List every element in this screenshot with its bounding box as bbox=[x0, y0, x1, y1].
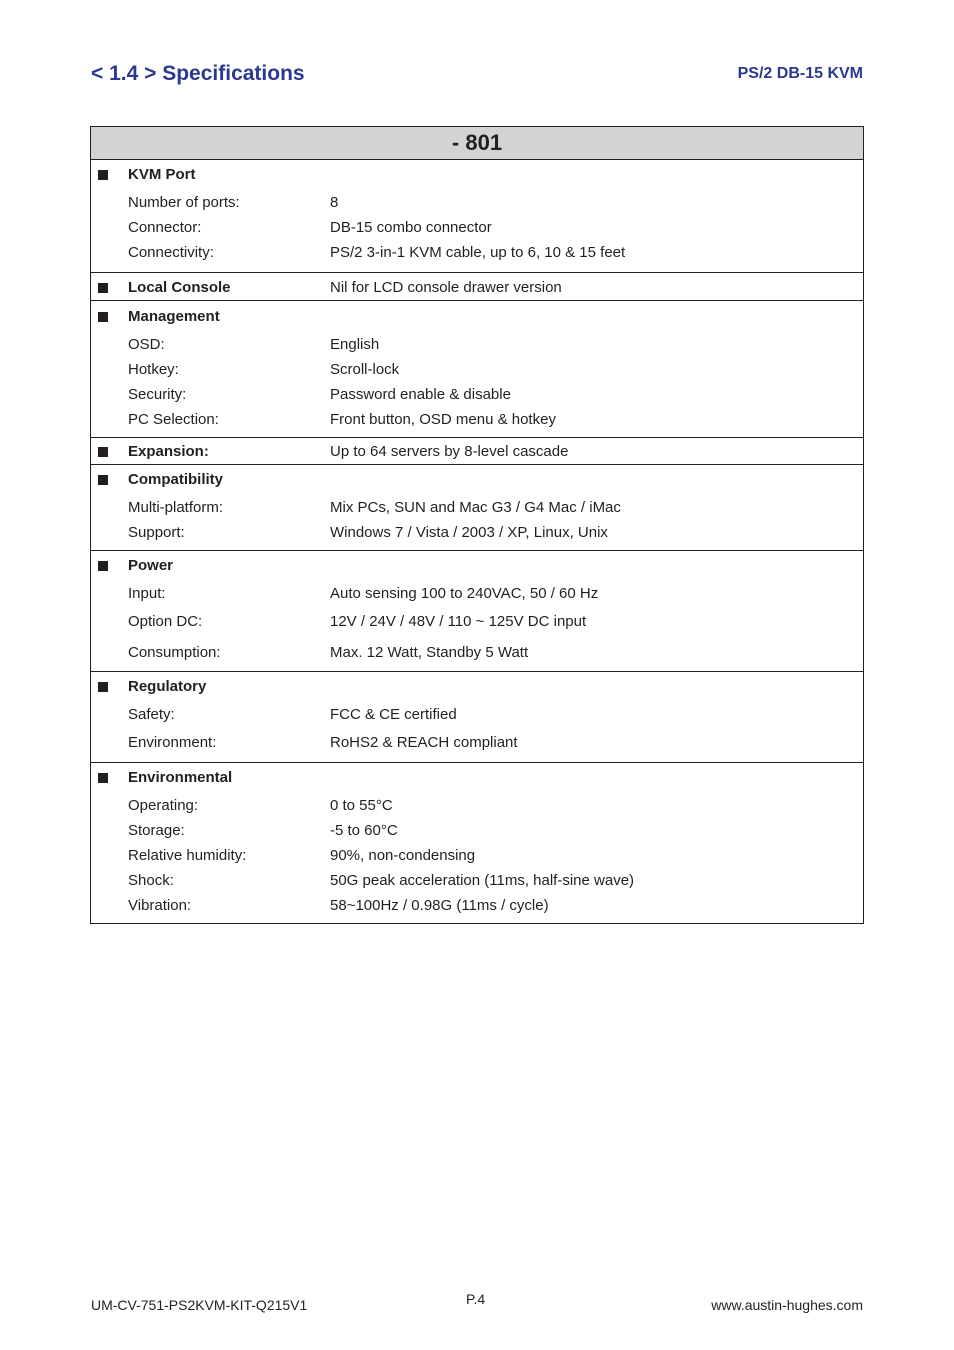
spec-value: Windows 7 / Vista / 2003 / XP, Linux, Unix bbox=[330, 524, 608, 541]
spec-value: DB-15 combo connector bbox=[330, 219, 492, 236]
section-value: Up to 64 servers by 8-level cascade bbox=[330, 443, 569, 460]
spec-section bbox=[91, 465, 863, 551]
spec-label: Consumption: bbox=[128, 644, 221, 661]
spec-label: Hotkey: bbox=[128, 361, 179, 378]
section-title: Regulatory bbox=[128, 678, 207, 695]
spec-value: English bbox=[330, 336, 380, 353]
section-value: Nil for LCD console drawer version bbox=[330, 279, 562, 296]
spec-table bbox=[90, 126, 864, 924]
section-title-row bbox=[91, 674, 863, 699]
spec-value: Scroll-lock bbox=[330, 361, 400, 378]
footer-website: www.austin-hughes.com bbox=[711, 1297, 863, 1313]
spec-value: FCC & CE certified bbox=[330, 706, 457, 723]
section-title-row bbox=[91, 553, 863, 578]
spec-row bbox=[91, 818, 863, 843]
spec-value: Mix PCs, SUN and Mac G3 / G4 Mac / iMac bbox=[330, 499, 621, 516]
spec-value: PS/2 3-in-1 KVM cable, up to 6, 10 & 15 feet bbox=[330, 244, 626, 261]
spec-label: Environment: bbox=[128, 734, 217, 751]
spec-row bbox=[91, 190, 863, 215]
spec-label: Connector: bbox=[128, 219, 202, 236]
spec-label: Security: bbox=[128, 386, 187, 403]
spec-value: Auto sensing 100 to 240VAC, 50 / 60 Hz bbox=[330, 585, 599, 602]
spec-row bbox=[91, 606, 863, 637]
spec-value: Front button, OSD menu & hotkey bbox=[330, 411, 556, 428]
section-title: Local Console bbox=[128, 279, 231, 296]
spec-label: Input: bbox=[128, 585, 166, 602]
page-title: < 1.4 > Specifications bbox=[91, 62, 305, 85]
spec-value: RoHS2 & REACH compliant bbox=[330, 734, 518, 751]
spec-label: Option DC: bbox=[128, 613, 203, 630]
spec-row bbox=[91, 637, 863, 668]
spec-section bbox=[91, 273, 863, 301]
spec-label: Operating: bbox=[128, 797, 199, 814]
section-title-row bbox=[91, 162, 863, 187]
spec-section bbox=[91, 763, 863, 923]
spec-row bbox=[91, 495, 863, 520]
spec-value: 58~100Hz / 0.98G (11ms / cycle) bbox=[330, 897, 549, 914]
section-title: Power bbox=[128, 557, 174, 574]
section-title: Expansion: bbox=[128, 443, 209, 460]
spec-section bbox=[91, 438, 863, 465]
spec-label: Multi-platform: bbox=[128, 499, 224, 516]
footer-doc-id: UM-CV-751-PS2KVM-KIT-Q215V1 bbox=[91, 1297, 308, 1313]
spec-label: Shock: bbox=[128, 872, 174, 889]
section-title-row bbox=[91, 304, 863, 329]
spec-row bbox=[91, 868, 863, 893]
section-title: Management bbox=[128, 308, 220, 325]
spec-label: OSD: bbox=[128, 336, 165, 353]
section-title: KVM Port bbox=[128, 166, 196, 183]
spec-section bbox=[91, 551, 863, 672]
spec-value: 50G peak acceleration (11ms, half-sine wave) bbox=[330, 872, 635, 889]
spec-row bbox=[91, 893, 863, 918]
section-title: Compatibility bbox=[128, 471, 224, 488]
spec-value: 0 to 55°C bbox=[330, 797, 393, 814]
section-title-row bbox=[91, 439, 863, 464]
spec-row bbox=[91, 240, 863, 265]
spec-row bbox=[91, 407, 863, 432]
spec-value: Password enable & disable bbox=[330, 386, 511, 403]
spec-label: Safety: bbox=[128, 706, 175, 723]
spec-row bbox=[91, 357, 863, 382]
section-title-row bbox=[91, 467, 863, 492]
spec-label: Connectivity: bbox=[128, 244, 214, 261]
spec-value: Max. 12 Watt, Standby 5 Watt bbox=[330, 644, 529, 661]
section-title: Environmental bbox=[128, 769, 233, 786]
section-title-row bbox=[91, 275, 863, 300]
spec-row bbox=[91, 382, 863, 407]
footer-page-number: P.4 bbox=[466, 1291, 486, 1307]
section-title-row bbox=[91, 765, 863, 790]
spec-value: 8 bbox=[330, 194, 339, 211]
spec-row bbox=[91, 215, 863, 240]
spec-section bbox=[91, 160, 863, 273]
spec-label: Storage: bbox=[128, 822, 185, 839]
spec-label: Number of ports: bbox=[128, 194, 240, 211]
spec-row bbox=[91, 727, 863, 758]
spec-value: 12V / 24V / 48V / 110 ~ 125V DC input bbox=[330, 613, 587, 630]
product-tag: PS/2 DB-15 KVM bbox=[737, 65, 863, 82]
spec-section bbox=[91, 301, 863, 438]
spec-label: Support: bbox=[128, 524, 185, 541]
spec-label: PC Selection: bbox=[128, 411, 219, 428]
spec-value: 90%, non-condensing bbox=[330, 847, 476, 864]
spec-section bbox=[91, 672, 863, 763]
spec-row bbox=[91, 843, 863, 868]
spec-label: Relative humidity: bbox=[128, 847, 247, 864]
spec-row bbox=[91, 332, 863, 357]
spec-row bbox=[91, 793, 863, 818]
spec-row bbox=[91, 520, 863, 545]
spec-sections bbox=[91, 160, 863, 923]
spec-value: -5 to 60°C bbox=[330, 822, 398, 839]
model-header: - 801 bbox=[91, 127, 863, 160]
spec-row bbox=[91, 702, 863, 727]
spec-row bbox=[91, 581, 863, 606]
spec-label: Vibration: bbox=[128, 897, 192, 914]
